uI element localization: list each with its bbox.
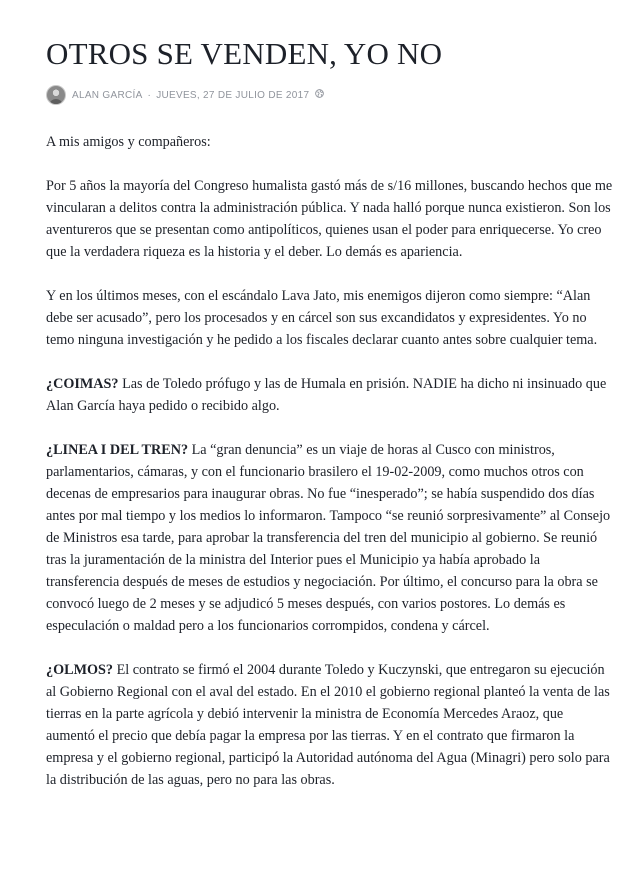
- author-name[interactable]: ALAN GARCÍA: [72, 89, 143, 101]
- byline-separator: ·: [147, 89, 152, 101]
- paragraph-lava-jato: Y en los últimos meses, con el escándalo Lava Jato, mis enemigos dijeron como siempre: “Alan debe ser acusado”, pero los procesados y en cárcel son sus excandidatos y expresidentes. Yo no temo ninguna investigación y he pedido a los fiscales declarar cuanto antes sobre cualquier tema.: [46, 288, 598, 348]
- text-linea-tren: La “gran denuncia” es un viaje de horas al Cusco con ministros, parlamentarios, cámaras, y con el funcionario brasilero el 19-02-2009, como muchos otros con decenas de empresarios para inaugurar obras. No fue “inesperado”; se había suspendido dos días antes por mal tiempo y los medios lo informaron. Tampoco “se reunió sorpresivamente” al Consejo de Ministros esa tarde, para aprobar la transferencia del tren del municipio al gobierno. Se reunió tras la juramentación de la ministra del Interior pues el Municipio ya había aprobado la transferencia después de meses de estudios y negociación. Por último, el concurso para la obra se convocó luego de 2 meses y se adjudicó 5 meses después, con varios postores. Lo demás es especulación o maldad pero a los funcionarios corrompidos, condena y cárcel.: [46, 442, 611, 634]
- text-coimas: Las de Toledo prófugo y las de Humala en prisión. NADIE ha dicho ni insinuado que Alan García haya pedido o recibido algo.: [46, 376, 607, 414]
- publish-date[interactable]: JUEVES, 27 DE JULIO DE 2017: [156, 89, 310, 101]
- note-body: [46, 131, 613, 791]
- paragraph-greeting: A mis amigos y compañeros:: [46, 134, 211, 150]
- byline: [46, 83, 613, 107]
- text-olmos: El contrato se firmó el 2004 durante Toledo y Kuczynski, que entregaron su ejecución al Gobierno Regional con el aval del estado. En el 2010 el gobierno regional planteó la venta de las tierras en la parte agrícola y debió intervenir la ministra de Economía Mercedes Araoz, que aumentó el precio que debía pagar la empresa por las tierras. Y en el contrato que firmaron la empresa y el gobierno regional, participó la Autoridad autónoma del Agua (Minagri) pero solo para la distribución de las aguas, pero no para las obras.: [46, 662, 610, 788]
- paragraph-coimas: [46, 373, 613, 417]
- paragraph-linea-tren: [46, 439, 613, 637]
- heading-linea-tren: ¿LINEA I DEL TREN?: [46, 442, 189, 458]
- paragraph-congress: Por 5 años la mayoría del Congreso humalista gastó más de s/16 millones, buscando hechos que me vincularan a delitos contra la administración pública. Y nada halló porque nunca existieron. Son los aventureros que se presentan como antipolíticos, quienes usan el poder para enriquecerse. Yo creo que la verdadera riqueza es la historia y el deber. Lo demás es apariencia.: [46, 178, 613, 260]
- note-title: OTROS SE VENDEN, YO NO: [46, 36, 443, 71]
- heading-olmos: ¿OLMOS?: [46, 662, 114, 678]
- paragraph-olmos: [46, 659, 613, 791]
- globe-icon: [315, 89, 324, 101]
- author-avatar[interactable]: [46, 85, 66, 105]
- heading-coimas: ¿COIMAS?: [46, 376, 119, 392]
